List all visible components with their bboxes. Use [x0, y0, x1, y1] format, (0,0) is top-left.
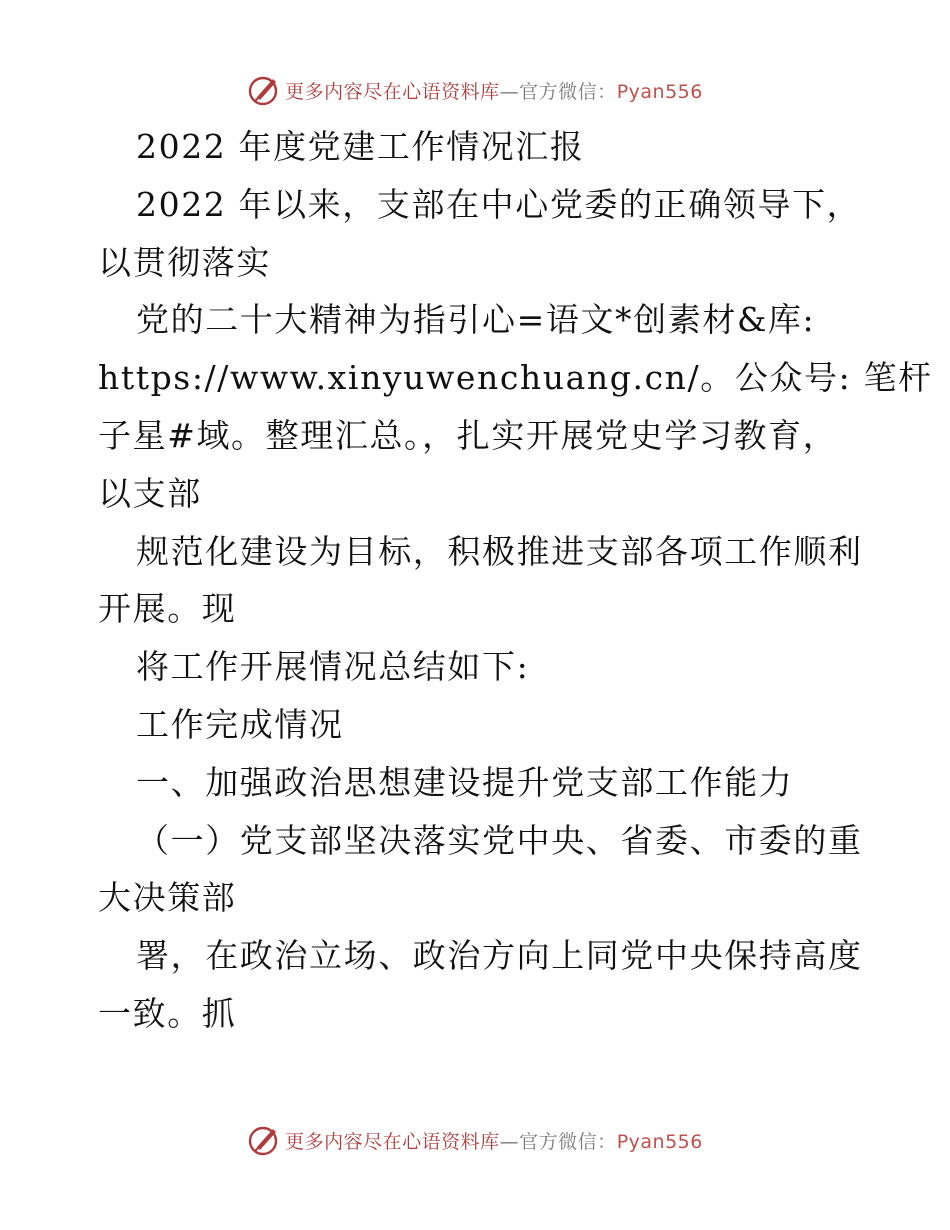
- paragraph-line: 署，在政治立场、政治方向上同党中央保持高度: [136, 936, 863, 976]
- header-banner: [0, 70, 950, 110]
- paragraph-line: 规范化建设为目标，积极推进支部各项工作顺利: [136, 531, 863, 571]
- doc-title: 2022 年度党建工作情况汇报: [136, 127, 585, 166]
- section-heading: 一、加强政治思想建设提升党支部工作能力: [136, 762, 794, 802]
- paragraph-line: （一）党支部坚决落实党中央、省委、市委的重: [136, 820, 863, 860]
- banner-text: 更多内容尽在心语资料库—官方微信：Pyan556: [285, 80, 703, 103]
- paragraph-line: 党的二十大精神为指引心=语文*创素材&库:: [136, 300, 816, 340]
- paragraph-line: 子星#域。整理汇总。，扎实开展党史学习教育，: [98, 415, 838, 455]
- paragraph-line: 将工作开展情况总结如下:: [136, 647, 530, 687]
- document-body: [98, 118, 933, 1043]
- quill-logo-icon: [247, 1123, 281, 1157]
- paragraph-line: 开展。现: [98, 589, 237, 629]
- section-heading: 工作完成情况: [136, 704, 344, 744]
- paragraph-line: 大决策部: [98, 878, 237, 918]
- quill-logo-icon: [247, 73, 281, 107]
- footer-banner: [0, 1120, 950, 1160]
- paragraph-line: 2022 年以来，支部在中心党委的正确领导下，: [136, 184, 862, 224]
- banner-text: 更多内容尽在心语资料库—官方微信：Pyan556: [285, 1130, 703, 1153]
- paragraph-line: 以贯彻落实: [98, 242, 271, 282]
- paragraph-line: https://www.xinyuwenchuang.cn/。公众号: 笔杆: [98, 358, 933, 398]
- paragraph-line: 一致。抓: [98, 993, 237, 1033]
- paragraph-line: 以支部: [98, 473, 202, 513]
